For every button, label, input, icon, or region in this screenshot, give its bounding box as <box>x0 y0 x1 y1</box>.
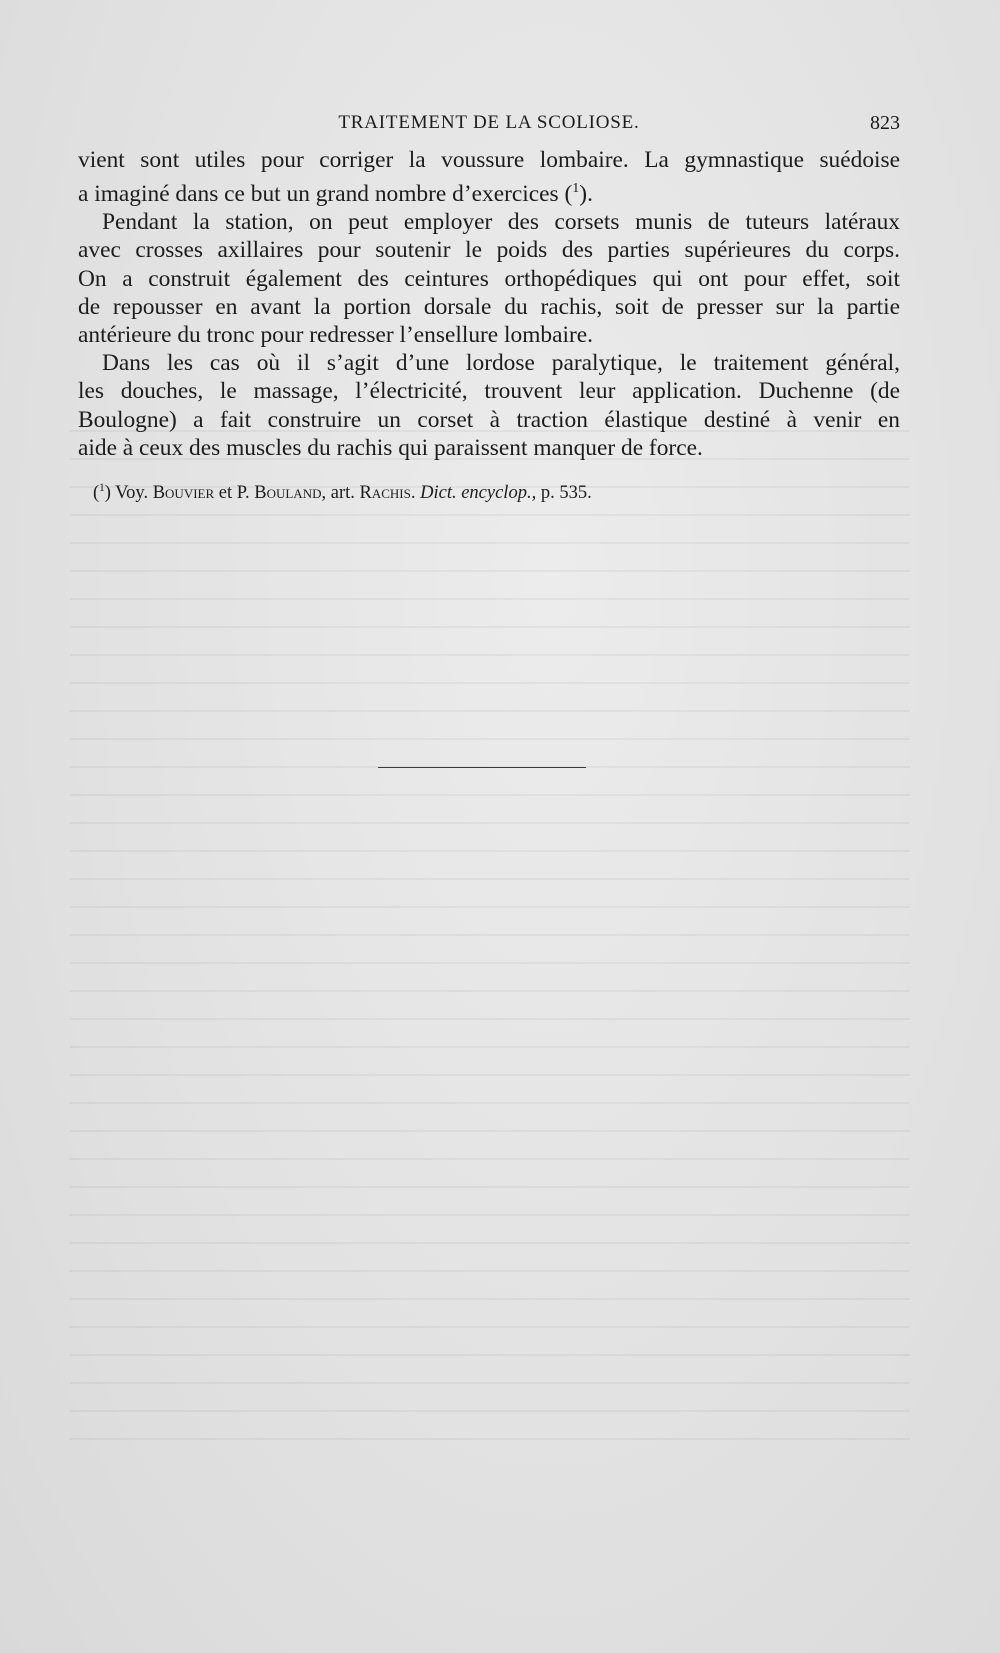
footnote-art: art. <box>330 483 355 504</box>
text-line: antérieure du tronc pour redresser l’ensellure lombaire. <box>78 322 594 349</box>
footnote-article: Rachis. <box>359 483 416 504</box>
text-line: avec crosses axillaires pour soutenir le poids des parties supérieures du corps. <box>78 237 900 264</box>
footnote: ($^1$) Voy. Bouvier et P. Bouland, art. Rachis. Dict. encyclop., p. 535. <box>93 482 592 504</box>
text-line: vient sont utiles pour corriger la voussure lombaire. La gymnastique suédoise <box>78 147 900 173</box>
text-line <box>78 174 900 208</box>
text-line: de repousser en avant la portion dorsale du rachis, soit de presser sur la partie <box>78 293 900 320</box>
text-line: aide à ceux des muscles du rachis qui paraissent manquer de force. <box>78 434 703 461</box>
footnote-ref: 1 <box>572 180 580 197</box>
footnote-et: et <box>218 483 233 504</box>
footnote-page: p. 535. <box>540 483 592 504</box>
section-divider <box>378 767 586 768</box>
footnote-voy: Voy. <box>115 483 149 504</box>
text-line: On a construit également des ceintures orthopédiques qui ont pour effet, soit <box>78 265 900 292</box>
text-segment: ). <box>579 181 593 207</box>
text-line: Boulogne) a fait construire un corset à traction élastique destiné à venir en <box>78 406 900 433</box>
page-number: 823 <box>870 112 900 134</box>
text-line: Pendant la station, on peut employer des corsets munis de tuteurs latéraux <box>102 209 900 236</box>
footnote-author: P. Bouland, <box>236 483 327 504</box>
footnote-marker: 1 <box>99 482 105 494</box>
page-header <box>78 112 900 138</box>
running-title: TRAITEMENT DE LA SCOLIOSE. <box>338 112 640 133</box>
footnote-author: Bouvier <box>152 483 215 504</box>
text-segment: a imaginé dans ce but un grand nombre d’exercices ( <box>78 181 573 207</box>
footnote-source: Dict. encyclop., <box>420 483 537 504</box>
text-line: Dans les cas où il s’agit d’une lordose paralytique, le traitement général, <box>102 350 900 377</box>
text-line: les douches, le massage, l’électricité, trouvent leur application. Duchenne (de <box>78 378 900 405</box>
main-text <box>78 146 900 462</box>
show-through-texture <box>70 430 910 1453</box>
